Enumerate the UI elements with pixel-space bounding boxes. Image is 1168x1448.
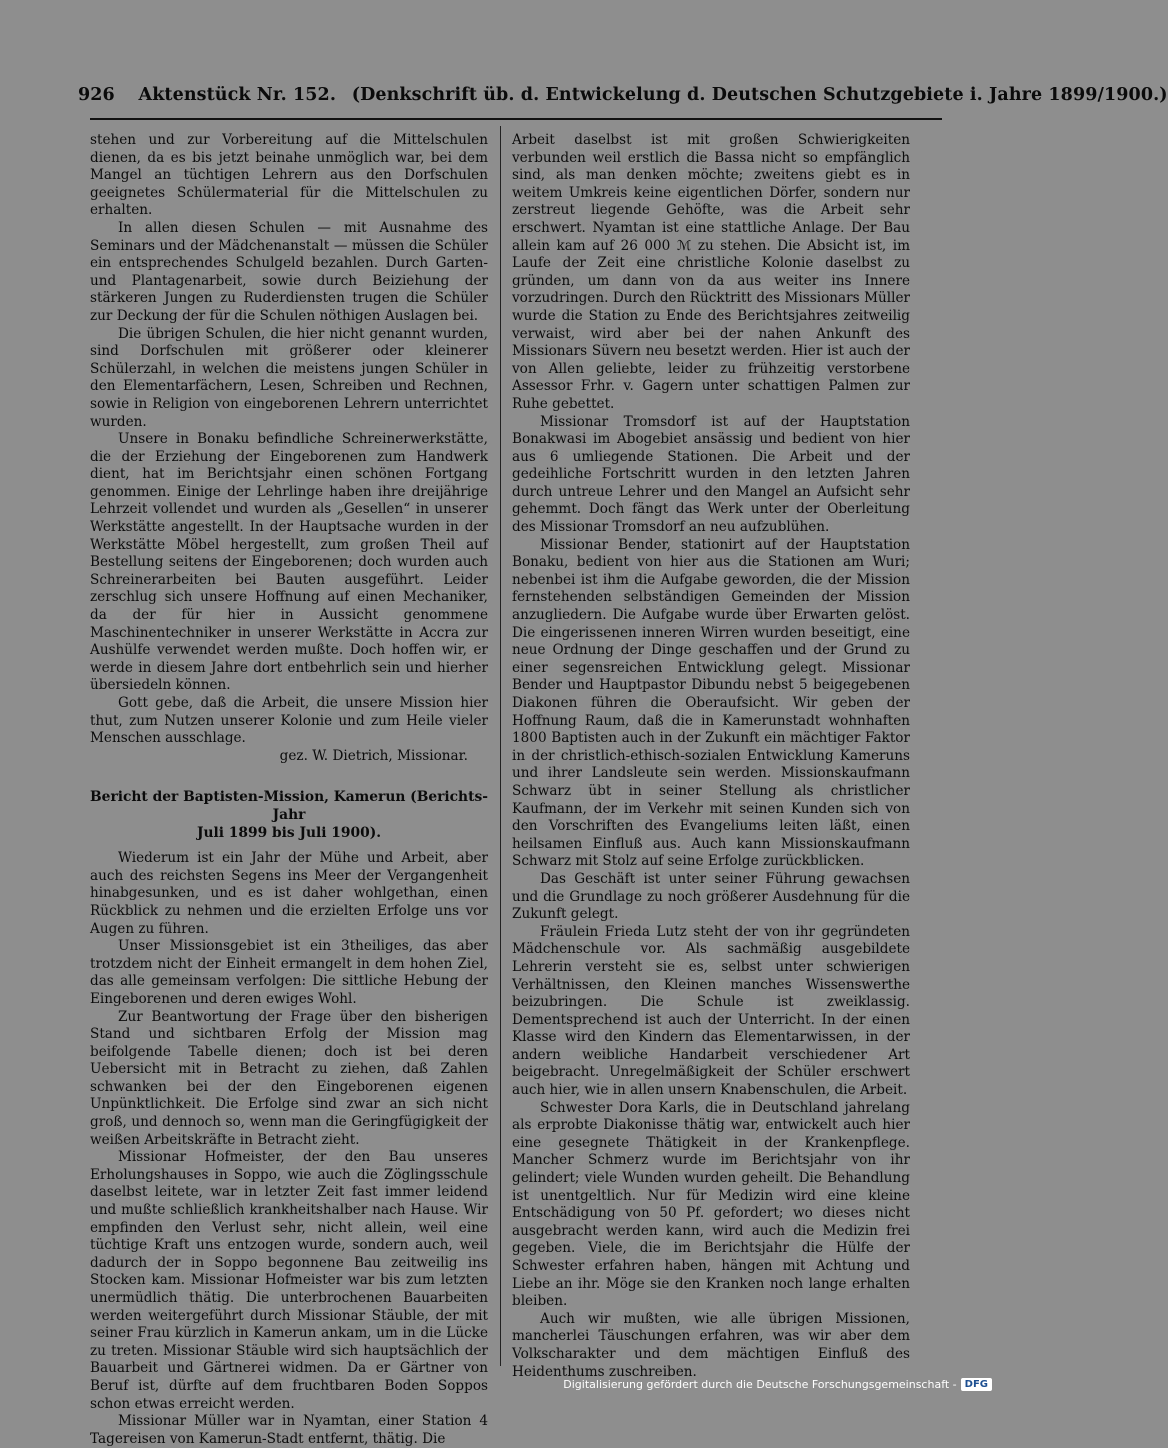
paragraph: Das Geschäft ist unter seiner Führung gewachsen und die Grundlage zu noch größerer Ausdehnung für die Zukunft gelegt. — [512, 870, 910, 923]
paragraph: Arbeit daselbst ist mit großen Schwierigkeiten verbunden weil erstlich die Bassa nicht so empfänglich sind, als man denken möchte; zweitens giebt es in weitem Umkreis keine eigentlichen Dörfer, sondern nur zerstreut liegende Gehöfte, was die Arbeit sehr erschwert. Nyamtan ist eine stattliche Anlage. Der Bau allein kam auf 26 000 ℳ zu stehen. Die Absicht ist, im Laufe der Zeit eine christliche Kolonie daselbst zu gründen, um dann von da aus weiter ins Innere vorzudringen. Durch den Rücktritt des Missionars Müller wurde die Station zu Ende des Berichtsjahres zeitweilig verwaist, wird aber bei der nahen Ankunft des Missionars Süvern neu besetzt werden. Hier ist auch der von Allen geliebte, leider zu frühzeitig verstorbene Assessor Frhr. v. Gagern unter schattigen Palmen zur Ruhe gebettet. — [512, 132, 910, 412]
paragraph: Wiederum ist ein Jahr der Mühe und Arbeit, aber auch des reichsten Segens ins Meer der Vergangenheit hinabgesunken, und es ist daher wohlgethan, einen Rückblick zu nehmen und die erzielten Erfolge uns vor Augen zu führen. — [90, 850, 488, 937]
paragraph: In allen diesen Schulen — mit Ausnahme des Seminars und der Mädchenanstalt — müssen die Schüler ein entsprechendes Schulgeld bezahlen. Durch Garten- und Plantagenarbeit, sowie durch Beiziehung der stärkeren Jungen zu Ruderdiensten trugen die Schüler zur Deckung der für die Schulen nöthigen Auslagen bei. — [90, 219, 488, 324]
section-heading-line-1: Bericht der Baptisten-Mission, Kamerun (Berichts-Jahr — [90, 789, 488, 823]
paragraph: Unsere in Bonaku befindliche Schreinerwerkstätte, die der Erziehung der Eingeborenen zum Handwerk dient, hat im Berichtsjahr einen schönen Fortgang genommen. Einige der Lehrlinge haben ihre dreijährige Lehrzeit vollendet und wurden als „Gesellen“ in unserer Werkstätte angestellt. In der Hauptsache wurden in der Werkstätte Möbel hergestellt, zum großen Theil auf Bestellung seitens der Eingeborenen; doch wurden auch Schreinerarbeiten bei Bauten ausgeführt. Leider zerschlug sich unsere Hoffnung auf einen Mechaniker, da der für hier in Aussicht genommene Maschinentechniker in unserer Werkstätte in Accra zur Aushülfe verwendet werden mußte. Doch hoffen wir, er werde in diesem Jahre dort entbehrlich sein und hierher übersiedeln können. — [90, 431, 488, 694]
paragraph: Zur Beantwortung der Frage über den bisherigen Stand und sichtbaren Erfolg der Mission mag beifolgende Tabelle dienen; doch ist bei deren Uebersicht mit in Betracht zu ziehen, daß Zahlen schwanken bei der den Eingeborenen eigenen Unpünktlichkeit. Die Erfolge sind zwar an sich nicht groß, und dennoch so, wenn man die Geringfügigkeit der weißen Arbeitskräfte in Betracht zieht. — [90, 1008, 488, 1148]
paragraph: Missionar Müller war in Nyamtan, einer Station 4 Tagereisen von Kamerun-Stadt entfernt, thätig. Die — [90, 1413, 488, 1447]
paragraph: Missionar Tromsdorf ist auf der Hauptstation Bonakwasi im Abogebiet ansässig und bedient von hier aus 6 umliegende Stationen. Die Arbeit und der gedeihliche Fortschritt wurden in den letzten Jahren durch untreue Lehrer und den Mangel an Aufsicht sehr gehemmt. Doch fängt das Werk unter der Oberleitung des Missionar Tromsdorf an neu aufzublühen. — [512, 413, 910, 536]
paragraph: Missionar Hofmeister, der den Bau unseres Erholungshauses in Soppo, wie auch die Zöglingsschule daselbst leitete, war in letzter Zeit fast immer leidend und mußte schließlich krankheitshalber nach Hause. Wir empfinden den Verlust sehr, nicht allein, weil eine tüchtige Kraft uns entzogen wurde, sondern auch, weil dadurch der in Soppo begonnene Bau zeitweilig ins Stocken kam. Missionar Hofmeister war bis zum letzten unermüdlich thätig. Die unterbrochenen Bauarbeiten werden weitergeführt durch Missionar Stäuble, der mit seiner Frau kürzlich in Kamerun ankam, um in die Lücke zu treten. Missionar Stäuble wird sich hauptsächlich der Bauarbeit und Gärtnerei widmen. Da er Gärtner von Beruf ist, dürfte auf dem fruchtbaren Boden Soppos schon etwas erreicht werden. — [90, 1149, 488, 1412]
paragraph: Fräulein Frieda Lutz steht der von ihr gegründeten Mädchenschule vor. Als sachmäßig ausgebildete Lehrerin versteht sie es, selbst unter schwierigen Verhältnissen, den Kleinen manches Wissenswerthe beizubringen. Die Schule ist zweiklassig. Dementsprechend ist auch der Unterricht. In der einen Klasse wird den Kindern das Elementarwissen, in der andern weibliche Handarbeit verschiedener Art beigebracht. Unregelmäßigkeit der Schüler erschwert auch hier, wie in allen unsern Knabenschulen, die Arbeit. — [512, 923, 910, 1099]
dfg-logo: DFG — [961, 1378, 992, 1391]
page-number: 926 — [78, 85, 115, 105]
document-reference: Aktenstück Nr. 152. — [138, 85, 337, 105]
right-column — [512, 132, 910, 1381]
header-rule — [90, 118, 942, 120]
paragraph: Schwester Dora Karls, die in Deutschland jahrelang als erprobte Diakonisse thätig war, entwickelt auch hier eine gesegnete Thätigkeit in der Krankenpflege. Mancher Schmerz wurde im Berichtsjahr von ihr gelindert; viele Wunden wurden geheilt. Die Behandlung ist unentgeltlich. Nur für Medizin wird eine kleine Entschädigung von 50 Pf. gefordert; wo dieses nicht ausgebracht werden kann, wird auch die Medizin frei gegeben. Viele, die im Berichtsjahr die Hülfe der Schwester erfahren haben, hängen mit Achtung und Liebe an ihr. Möge sie den Kranken noch lange erhalten bleiben. — [512, 1099, 910, 1310]
left-column — [90, 132, 488, 1448]
paragraph: Missionar Bender, stationirt auf der Hauptstation Bonaku, bedient von hier aus die Stationen am Wuri; nebenbei ist ihm die Aufgabe geworden, die der Mission fernstehenden selbständigen Gemeinden der Mission anzugliedern. Die Aufgabe wurde über Erwarten gelöst. Die eingerissenen inneren Wirren wurden beseitigt, eine neue Ordnung der Dinge geschaffen und der Grund zu einer segensreichen Entwicklung gelegt. Missionar Bender und Hauptpastor Dibundu nebst 5 beigegebenen Diakonen führen die Oberaufsicht. Wir geben der Hoffnung Raum, daß die in Kamerunstadt wohnhaften 1800 Baptisten auch in der Zukunft ein mächtiger Faktor in der christlich-ethisch-sozialen Entwicklung Kameruns und ihrer Landsleute sein werden. Missionskaufmann Schwarz übt in seiner Stellung als christlicher Kaufmann, der im Verkehr mit seinen Kunden sich von den Vorschriften des Evangeliums leiten läßt, einen heilsamen Einfluß aus. Auch kann Missionskaufmann Schwarz mit Stolz auf seine Erfolge zurückblicken. — [512, 536, 910, 870]
paragraph: Gott gebe, daß die Arbeit, die unsere Mission hier thut, zum Nutzen unserer Kolonie und zum Heile vieler Menschen ausschlage. — [90, 695, 488, 747]
section-heading — [90, 789, 488, 842]
paragraph: Auch wir mußten, wie alle übrigen Missionen, mancherlei Täuschungen erfahren, was wir aber dem Volkscharakter und dem mächtigen Einfluß des Heidenthums zuschreiben. — [512, 1310, 910, 1380]
signature: gez. W. Dietrich, Missionar. — [279, 747, 468, 764]
document-title: (Denkschrift üb. d. Entwickelung d. Deutschen Schutzgebiete i. Jahre 1899/1900.) — [351, 85, 1168, 105]
page-header — [78, 78, 1168, 112]
paragraph: Unser Missionsgebiet ist ein 3theiliges, das aber trotzdem nicht der Einheit ermangelt in dem hohen Ziel, das alle gemeinsam verfolgen: Die sittliche Hebung der Eingeborenen und deren ewiges Wohl. — [90, 938, 488, 1007]
paragraph: stehen und zur Vorbereitung auf die Mittelschulen dienen, da es bis jetzt beinahe unmöglich war, bei dem Mangel an tüchtigen Lehrern aus den Dorfschulen geeignetes Schülermaterial für die Mittelschulen zu erhalten. — [90, 132, 488, 219]
column-divider — [500, 126, 501, 1366]
digitization-footer — [563, 1378, 992, 1391]
paragraph: Die übrigen Schulen, die hier nicht genannt wurden, sind Dorfschulen mit größerer oder kleinerer Schülerzahl, in welchen die meistens jungen Schüler in den Elementarfächern, Lesen, Schreiben und Rechnen, sowie in Religion von eingeborenen Lehrern unterrichtet wurden. — [90, 325, 488, 430]
section-heading-line-2: Juli 1899 bis Juli 1900). — [196, 824, 382, 841]
footer-text: Digitalisierung gefördert durch die Deutsche Forschungsgemeinschaft - — [563, 1378, 957, 1391]
